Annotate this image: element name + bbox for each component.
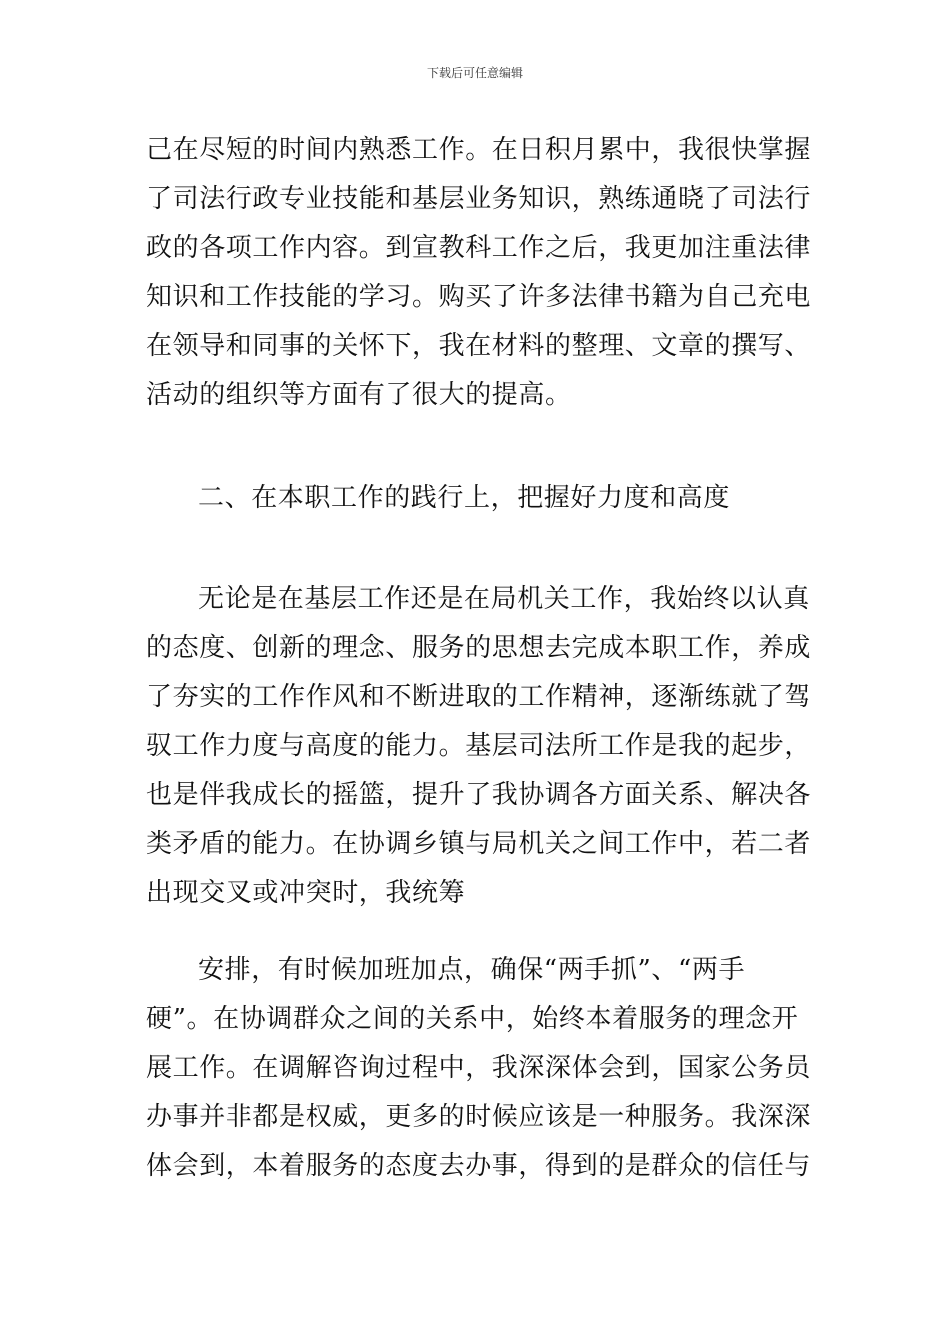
paragraph-line: 在领导和同事的关怀下，我在材料的整理、文章的撰写、 [146,331,812,361]
paragraph-line: 展工作。在调解咨询过程中，我深深体会到，国家公务员 [146,1053,812,1083]
paragraph-line: 类矛盾的能力。在协调乡镇与局机关之间工作中，若二者 [146,829,812,859]
paragraph-2 [146,575,812,918]
paragraph-line: 无论是在基层工作还是在局机关工作，我始终以认真 [198,584,810,614]
paragraph-line: 的态度、创新的理念、服务的思想去完成本职工作，养成 [146,633,812,663]
paragraph-line: 活动的组织等方面有了很大的提高。 [146,380,572,410]
paragraph-line: 了夯实的工作作风和不断进取的工作精神，逐渐练就了驾 [146,682,812,712]
paragraph-line: 政的各项工作内容。到宣教科工作之后，我更加注重法律 [146,233,812,263]
paragraph-line: 硬”。在协调群众之间的关系中，始终本着服务的理念开 [146,1004,799,1034]
section-heading-2 [146,474,808,523]
paragraph-1 [146,126,812,420]
paragraph-3 [146,946,812,1191]
header-note: 下载后可任意编辑 [426,66,523,80]
paragraph-line: 办事并非都是权威，更多的时候应该是一种服务。我深深 [146,1102,812,1132]
paragraph-line: 驭工作力度与高度的能力。基层司法所工作是我的起步， [146,731,812,761]
paragraph-line: 也是伴我成长的摇篮，提升了我协调各方面关系、解决各 [146,780,812,810]
paragraph-line: 体会到，本着服务的态度去办事，得到的是群众的信任与 [146,1151,812,1181]
section-heading-text: 二、在本职工作的践行上，把握好力度和高度 [198,483,731,513]
paragraph-line: 安排，有时候加班加点，确保“两手抓”、“两手 [198,955,746,985]
paragraph-line: 出现交叉或冲突时，我统筹 [146,878,466,908]
paragraph-line: 知识和工作技能的学习。购买了许多法律书籍为自己充电 [146,282,812,312]
paragraph-line: 己在尽短的时间内熟悉工作。在日积月累中，我很快掌握 [146,135,812,165]
paragraph-line: 了司法行政专业技能和基层业务知识，熟练通晓了司法行 [146,184,812,214]
